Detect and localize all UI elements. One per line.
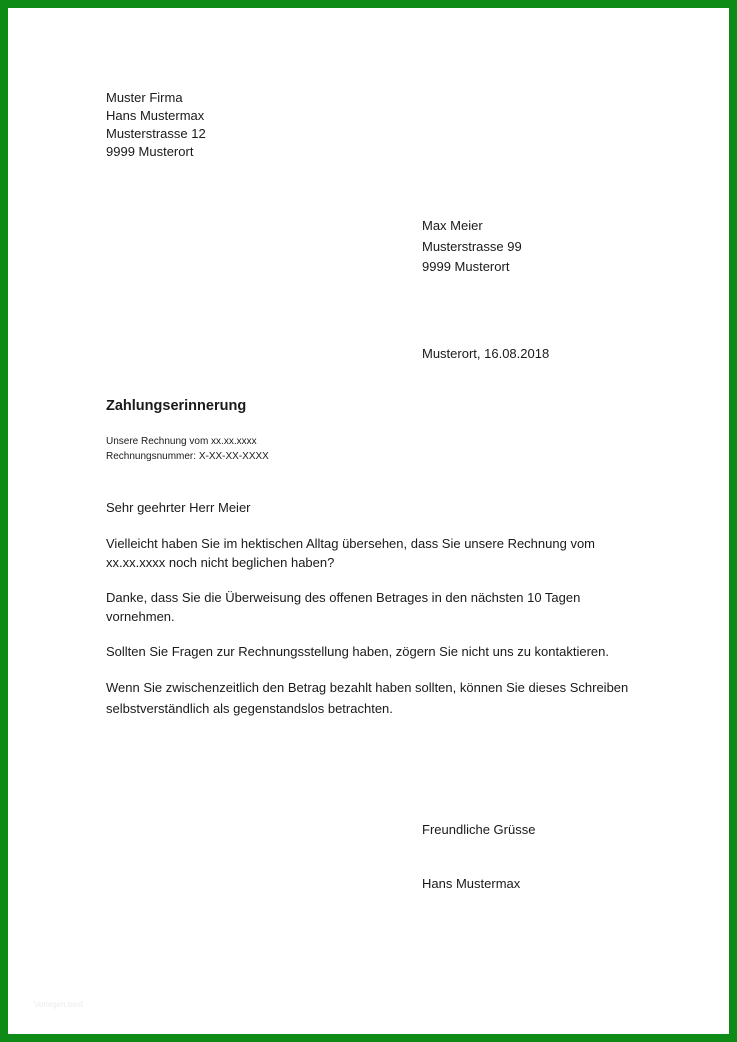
paragraph-1-line-2: xx.xx.xxxx noch nicht beglichen haben?	[106, 554, 335, 570]
salutation-text: Sehr geehrter Herr Meier	[106, 500, 251, 515]
recipient-address	[422, 216, 522, 278]
recipient-city: 9999 Musterort	[422, 259, 510, 274]
closing	[422, 821, 535, 839]
sender-name: Hans Mustermax	[106, 108, 205, 123]
subject-text: Zahlungserinnerung	[106, 398, 247, 414]
letter-date	[422, 345, 549, 363]
invoice-references	[106, 434, 269, 464]
paragraph-2	[106, 589, 580, 626]
signature-name: Hans Mustermax	[422, 876, 521, 891]
invoice-date-ref: Unsere Rechnung vom xx.xx.xxxx	[106, 436, 257, 447]
closing-text: Freundliche Grüsse	[422, 822, 536, 837]
paragraph-4-line-2: selbstverständlich als gegenstandslos betrachten.	[106, 701, 393, 716]
paragraph-1	[106, 535, 595, 572]
salutation	[106, 499, 251, 517]
letter-subject	[106, 397, 246, 415]
paragraph-1-line-1: Vielleicht haben Sie im hektischen Alltag übersehen, dass Sie unsere Rechnung vom	[106, 536, 596, 551]
recipient-name: Max Meier	[422, 218, 483, 233]
sender-company: Muster Firma	[106, 90, 183, 105]
paragraph-3-line-1: Sollten Sie Fragen zur Rechnungsstellung haben, zögern Sie nicht uns zu kontaktieren.	[106, 644, 609, 659]
paragraph-2-line-1: Danke, dass Sie die Überweisung des offenen Betrages in den nächsten 10 Tagen	[106, 590, 581, 605]
paragraph-4-line-1: Wenn Sie zwischenzeitlich den Betrag bezahlt haben sollten, können Sie dieses Schreiben	[106, 680, 629, 695]
recipient-street: Musterstrasse 99	[422, 238, 522, 254]
sender-address	[106, 89, 206, 161]
paragraph-3	[106, 643, 609, 661]
invoice-number-ref: Rechnungsnummer: X-XX-XX-XXXX	[106, 451, 269, 462]
date-text: Musterort, 16.08.2018	[422, 346, 550, 361]
sender-street: Musterstrasse 12	[106, 126, 206, 141]
watermark: Vorlagen.best	[34, 1000, 83, 1009]
sender-city: 9999 Musterort	[106, 144, 194, 159]
paragraph-2-line-2: vornehmen.	[106, 608, 175, 624]
signature	[422, 875, 520, 893]
paragraph-4	[106, 677, 628, 719]
